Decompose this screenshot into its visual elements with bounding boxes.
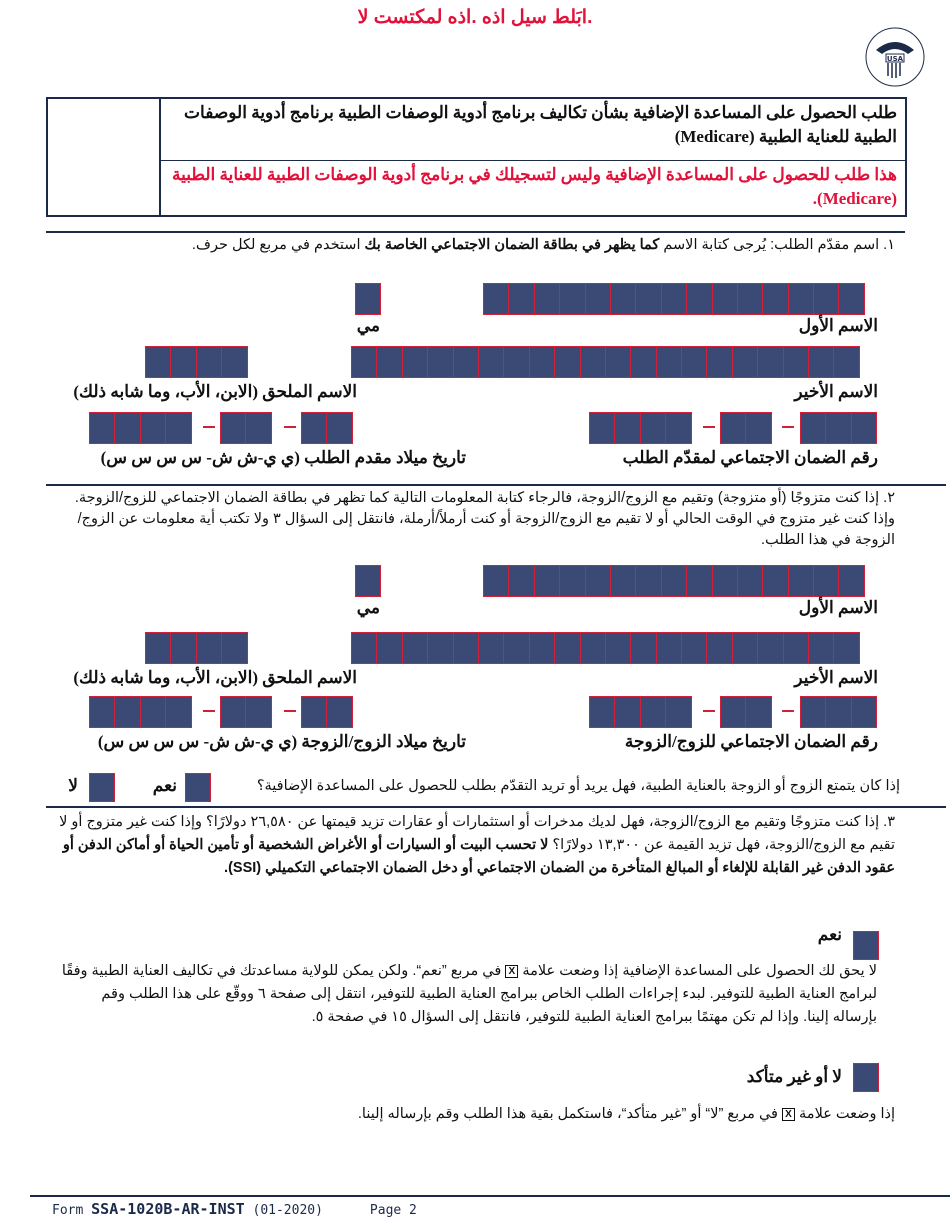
spouse-yes-checkbox[interactable] <box>185 773 211 802</box>
character-box[interactable] <box>402 632 427 664</box>
character-box[interactable] <box>762 565 787 597</box>
separator-dash <box>284 426 296 428</box>
separator-dash <box>703 426 715 428</box>
character-box[interactable] <box>783 346 808 378</box>
separator-dash <box>782 426 794 428</box>
character-box[interactable] <box>610 565 635 597</box>
character-box[interactable] <box>589 412 614 444</box>
character-box[interactable] <box>326 412 352 444</box>
character-box[interactable] <box>89 696 114 728</box>
character-box[interactable] <box>635 565 660 597</box>
character-box[interactable] <box>140 412 165 444</box>
character-box[interactable] <box>170 346 195 378</box>
character-box[interactable] <box>508 283 533 315</box>
character-box[interactable] <box>478 632 503 664</box>
character-box[interactable] <box>737 283 762 315</box>
character-box[interactable] <box>427 632 452 664</box>
divider <box>46 231 905 233</box>
character-box[interactable] <box>757 632 782 664</box>
question-1-text: ١. اسم مقدّم الطلب: يُرجى كتابة الاسم كما يظهر في بطاقة الضمان الاجتماعي الخاصة بك استخدم في مربع لكل حرف. <box>191 237 895 253</box>
character-box[interactable] <box>402 346 427 378</box>
dob-label: تاريخ ميلاد الزوج/الزوجة (ي ي-ش ش- س س س س) <box>97 732 466 751</box>
character-box[interactable] <box>838 565 864 597</box>
character-box[interactable] <box>614 696 639 728</box>
character-box[interactable] <box>165 412 191 444</box>
character-box[interactable] <box>483 283 508 315</box>
character-box[interactable] <box>808 632 833 664</box>
q3-yes-label: نعم <box>817 925 842 944</box>
last-name-boxes[interactable] <box>351 346 860 378</box>
character-box[interactable] <box>665 696 691 728</box>
character-box[interactable] <box>301 696 326 728</box>
character-box[interactable] <box>610 283 635 315</box>
character-box[interactable] <box>712 565 737 597</box>
character-box[interactable] <box>656 632 681 664</box>
suffix-label: الاسم الملحق (الابن، الأب، وما شابه ذلك) <box>73 382 357 401</box>
dob-year-boxes[interactable] <box>89 412 192 444</box>
character-box[interactable] <box>170 632 195 664</box>
character-box[interactable] <box>529 632 554 664</box>
q3-yes-explanation: لا يحق لك الحصول على المساعدة الإضافية إذا وضعت علامة X في مربع ”نعم“. ولكن يمكن للولاية مساعدتك في تكاليف العناية الطبية وفقًا لبرامج العناية الطبية للتوفير. لبدء إجراءات الطلب الخاص ببرامج العناية الطبية للتوفير، انتقل إلى صفحة ٦ ووقّع على هذا الطلب وقم بإرساله إلينا. وإذا لم تكن مهتمًا ببرامج العناية الطبية للتوفير، فانتقل إلى السؤال ١٥ في صفحة ٥. <box>61 963 877 1025</box>
spouse-no-label: لا <box>68 776 78 795</box>
dob-label: تاريخ ميلاد مقدم الطلب (ي ي-ش ش- س س س س) <box>100 448 466 467</box>
q3-no-checkbox[interactable] <box>853 1063 879 1092</box>
first-name-boxes[interactable] <box>483 565 865 597</box>
suffix-label: الاسم الملحق (الابن، الأب، وما شابه ذلك) <box>73 668 357 687</box>
character-box[interactable] <box>825 412 850 444</box>
separator-dash <box>782 710 794 712</box>
character-box[interactable] <box>301 412 326 444</box>
divider <box>46 806 946 808</box>
ssn-area-boxes[interactable] <box>589 412 692 444</box>
character-box[interactable] <box>800 696 825 728</box>
suffix-boxes[interactable] <box>145 346 248 378</box>
character-box[interactable] <box>732 346 757 378</box>
character-box[interactable] <box>825 696 850 728</box>
character-box[interactable] <box>114 412 139 444</box>
character-box[interactable] <box>808 346 833 378</box>
dob-year-boxes[interactable] <box>89 696 192 728</box>
ssn-serial-boxes[interactable] <box>800 412 877 444</box>
do-not-write-warning: .ابَلط سيل اذه .اذه لمكتست لا <box>357 7 593 28</box>
first-name-label: الاسم الأول <box>798 316 878 335</box>
svg-text:USA: USA <box>886 55 904 63</box>
character-box[interactable] <box>851 696 877 728</box>
character-box[interactable] <box>554 346 579 378</box>
character-box[interactable] <box>589 696 614 728</box>
character-box[interactable] <box>221 632 247 664</box>
character-box[interactable] <box>681 632 706 664</box>
character-box[interactable] <box>196 632 221 664</box>
character-box[interactable] <box>783 632 808 664</box>
character-box[interactable] <box>813 283 838 315</box>
question-3-text: ٣. إذا كنت متزوجًا وتقيم مع الزوج/الزوجة، فهل لديك مدخرات أو استثمارات أو عقارات تزيد قيمتها عن ٢٦,٥٨٠ دولارًا؟ وإذا كنت غير متزوج أو لا تقيم مع الزوج/الزوجة، فهل تزيد القيمة عن ١٣,٣٠٠ دولارًا؟ لا تحسب البيت أو السيارات أو الأغراض الشخصية أو تأمين الحياة أو أماكن الدفن أو عقود الدفن غير القابلة للإلغاء أو المبالغ المتأخرة من الضمان الاجتماعي أو دخل الضمان الاجتماعي التكميلي (SSI). <box>59 814 895 876</box>
character-box[interactable] <box>483 565 508 597</box>
footer-rule <box>30 1195 950 1197</box>
middle-initial-label: مي <box>356 598 380 617</box>
character-box[interactable] <box>630 346 655 378</box>
character-box[interactable] <box>745 412 771 444</box>
character-box[interactable] <box>656 346 681 378</box>
character-box[interactable] <box>838 283 864 315</box>
checked-box-icon: X <box>782 1108 795 1121</box>
character-box[interactable] <box>661 565 686 597</box>
character-box[interactable] <box>114 696 139 728</box>
character-box[interactable] <box>665 412 691 444</box>
ssn-label: رقم الضمان الاجتماعي لمقدّم الطلب <box>622 448 878 467</box>
character-box[interactable] <box>720 412 745 444</box>
separator-dash <box>703 710 715 712</box>
ssn-group-boxes[interactable] <box>720 412 772 444</box>
character-box[interactable] <box>640 412 665 444</box>
character-box[interactable] <box>427 346 452 378</box>
checked-box-icon: X <box>505 965 518 978</box>
middle-initial-label: مي <box>356 316 380 335</box>
q3-no-label: لا أو غير متأكد <box>746 1067 842 1086</box>
first-name-boxes[interactable] <box>483 283 865 315</box>
character-box[interactable] <box>788 283 813 315</box>
character-box[interactable] <box>355 565 381 597</box>
character-box[interactable] <box>661 283 686 315</box>
question-2-text: ٢. إذا كنت متزوجًا (أو متزوجة) وتقيم مع الزوج/الزوجة، فالرجاء كتابة المعلومات التالية كما تظهر في بطاقة الضمان الاجتماعي للزوج/الزوجة. وإذا كنت غير متزوج في الوقت الحالي أو لا تقيم مع الزوج/الزوجة أو كنت أرملاً/أرملة، فانتقل إلى السؤال ٣ ولا تكتب أية معلومات عن الزوج/الزوجة في هذا الطلب. <box>74 490 895 548</box>
character-box[interactable] <box>453 632 478 664</box>
form-notice: هذا طلب للحصول على المساعدة الإضافية وليس لتسجيلك في برنامج أدوية الوصفات الطبية للعناية الطبية (Medicare). <box>172 165 897 208</box>
character-box[interactable] <box>196 346 221 378</box>
character-box[interactable] <box>745 696 771 728</box>
character-box[interactable] <box>351 346 376 378</box>
character-box[interactable] <box>140 696 165 728</box>
character-box[interactable] <box>351 632 376 664</box>
character-box[interactable] <box>605 632 630 664</box>
character-box[interactable] <box>559 565 584 597</box>
character-box[interactable] <box>686 565 711 597</box>
character-box[interactable] <box>630 632 655 664</box>
spouse-yes-label: نعم <box>152 776 177 795</box>
character-box[interactable] <box>757 346 782 378</box>
character-box[interactable] <box>554 632 579 664</box>
character-box[interactable] <box>720 696 745 728</box>
middle-initial-box[interactable] <box>355 283 381 315</box>
character-box[interactable] <box>145 346 170 378</box>
character-box[interactable] <box>220 412 245 444</box>
character-box[interactable] <box>712 283 737 315</box>
character-box[interactable] <box>788 565 813 597</box>
character-box[interactable] <box>145 632 170 664</box>
suffix-boxes[interactable] <box>145 632 248 664</box>
character-box[interactable] <box>478 346 503 378</box>
character-box[interactable] <box>376 632 401 664</box>
spouse-medicare-question: إذا كان يتمتع الزوج أو الزوجة بالعناية الطبية، فهل يريد أو تريد التقدّم بطلب للحصول على المساعدة الإضافية؟ <box>256 778 900 794</box>
first-name-label: الاسم الأول <box>798 598 878 617</box>
character-box[interactable] <box>355 283 381 315</box>
character-box[interactable] <box>585 565 610 597</box>
character-box[interactable] <box>245 696 271 728</box>
character-box[interactable] <box>706 632 731 664</box>
q3-no-explanation: إذا وضعت علامة X في مربع ”لا“ أو ”غير متأكد“، فاستكمل بقية هذا الطلب وقم بإرساله إلينا. <box>357 1106 895 1122</box>
dob-month-boxes[interactable] <box>220 696 272 728</box>
character-box[interactable] <box>635 283 660 315</box>
character-box[interactable] <box>762 283 787 315</box>
ssn-area-boxes[interactable] <box>589 696 692 728</box>
character-box[interactable] <box>605 346 630 378</box>
character-box[interactable] <box>851 412 877 444</box>
character-box[interactable] <box>813 565 838 597</box>
divider <box>46 484 946 486</box>
middle-initial-box[interactable] <box>355 565 381 597</box>
character-box[interactable] <box>732 632 757 664</box>
character-box[interactable] <box>640 696 665 728</box>
character-box[interactable] <box>737 565 762 597</box>
character-box[interactable] <box>165 696 191 728</box>
separator-dash <box>284 710 296 712</box>
character-box[interactable] <box>534 283 559 315</box>
ssn-group-boxes[interactable] <box>720 696 772 728</box>
character-box[interactable] <box>833 632 859 664</box>
character-box[interactable] <box>585 283 610 315</box>
character-box[interactable] <box>686 283 711 315</box>
character-box[interactable] <box>503 346 528 378</box>
character-box[interactable] <box>833 346 859 378</box>
character-box[interactable] <box>614 412 639 444</box>
form-title: طلب الحصول على المساعدة الإضافية بشأن تكاليف برنامج أدوية الوصفات الطبية برنامج أدوية الوصفات الطبية للعناية الطبية (Medicare) <box>184 103 897 146</box>
character-box[interactable] <box>221 346 247 378</box>
character-box[interactable] <box>580 346 605 378</box>
dob-day-boxes[interactable] <box>301 412 353 444</box>
ssa-seal-logo <box>864 26 926 88</box>
ssn-serial-boxes[interactable] <box>800 696 877 728</box>
character-box[interactable] <box>376 346 401 378</box>
dob-day-boxes[interactable] <box>301 696 353 728</box>
separator-dash <box>203 426 215 428</box>
form-footer: Form SSA-1020B-AR-INST (01-2020) Page 2 <box>52 1200 417 1218</box>
last-name-label: الاسم الأخير <box>794 668 878 687</box>
character-box[interactable] <box>706 346 731 378</box>
ssn-label: رقم الضمان الاجتماعي للزوج/الزوجة <box>624 732 878 751</box>
character-box[interactable] <box>580 632 605 664</box>
last-name-boxes[interactable] <box>351 632 860 664</box>
last-name-label: الاسم الأخير <box>794 382 878 401</box>
q3-yes-checkbox[interactable] <box>853 931 879 960</box>
character-box[interactable] <box>245 412 271 444</box>
character-box[interactable] <box>220 696 245 728</box>
separator-dash <box>203 710 215 712</box>
spouse-no-checkbox[interactable] <box>89 773 115 802</box>
character-box[interactable] <box>681 346 706 378</box>
character-box[interactable] <box>534 565 559 597</box>
character-box[interactable] <box>503 632 528 664</box>
character-box[interactable] <box>326 696 352 728</box>
character-box[interactable] <box>508 565 533 597</box>
character-box[interactable] <box>529 346 554 378</box>
character-box[interactable] <box>89 412 114 444</box>
character-box[interactable] <box>559 283 584 315</box>
character-box[interactable] <box>800 412 825 444</box>
character-box[interactable] <box>453 346 478 378</box>
dob-month-boxes[interactable] <box>220 412 272 444</box>
